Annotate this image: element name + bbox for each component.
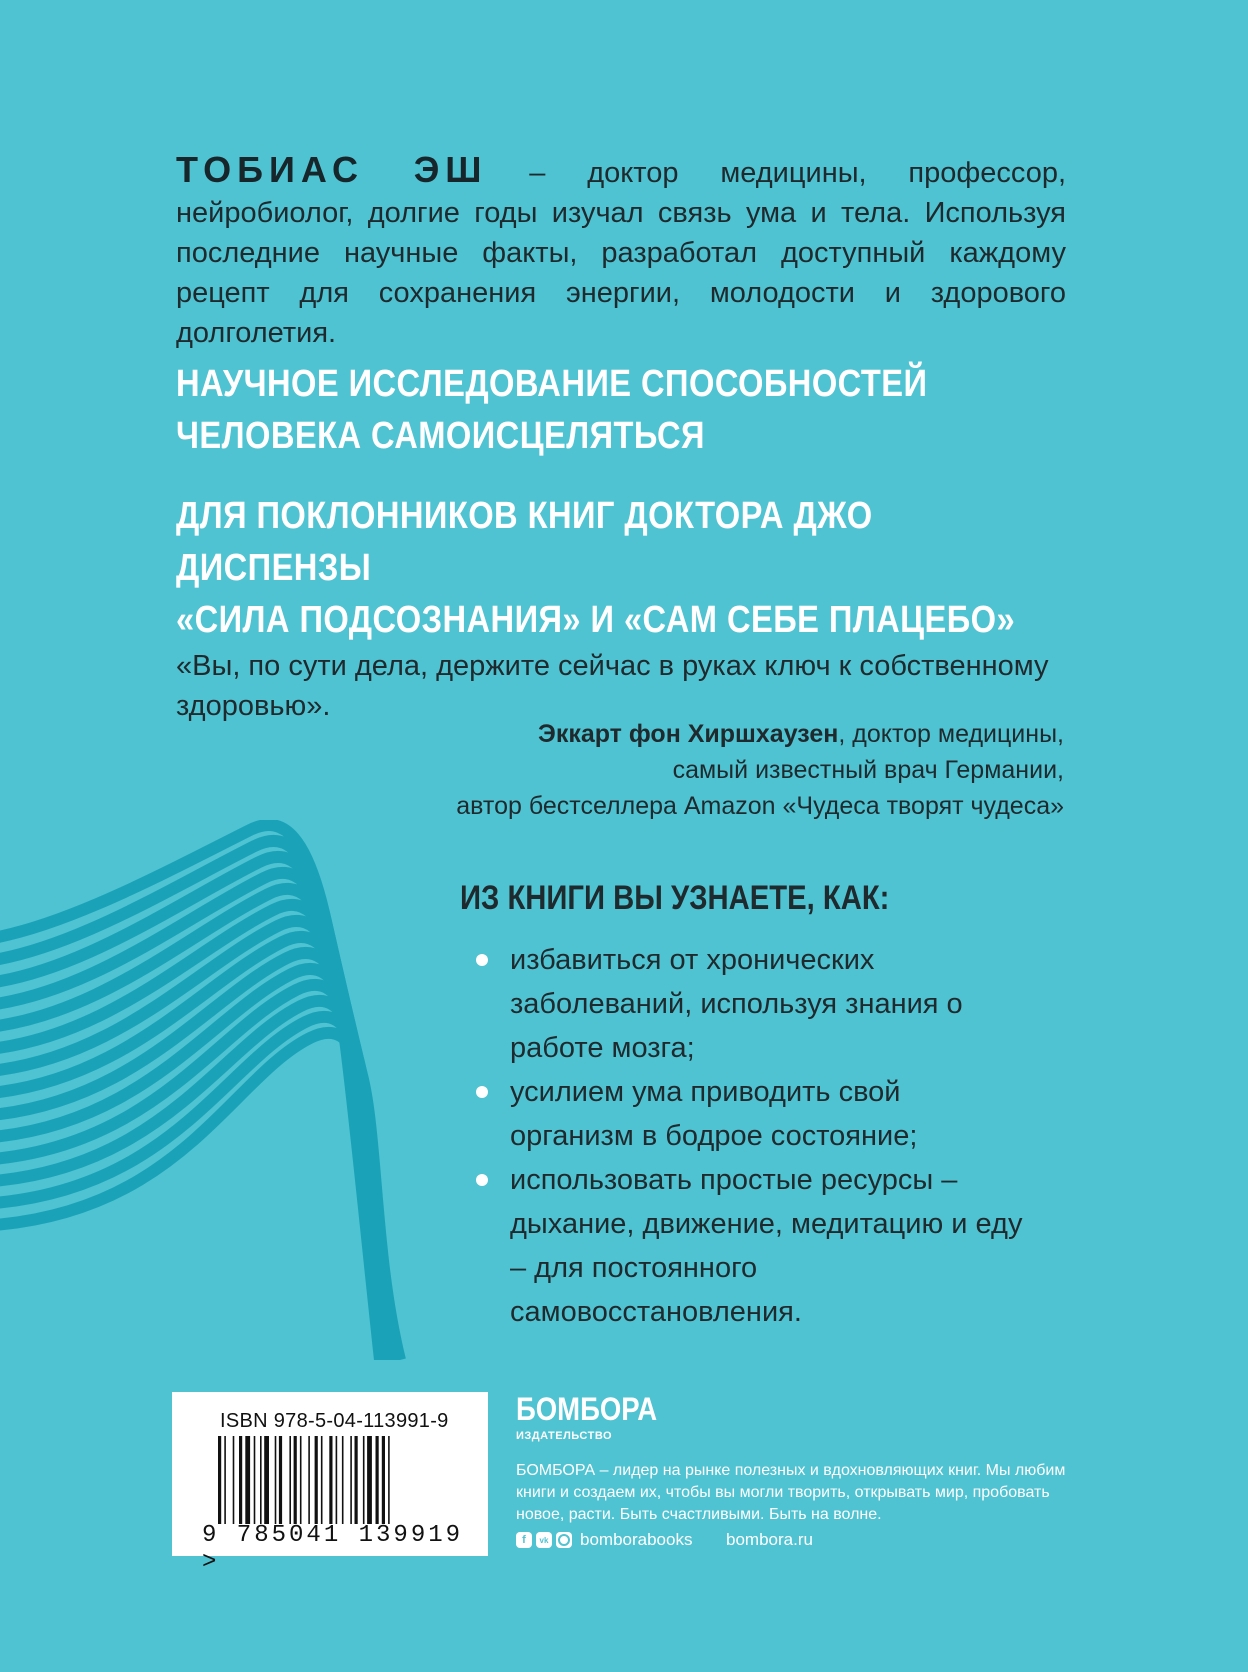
barcode-bar <box>321 1436 323 1524</box>
barcode-bar <box>289 1436 291 1524</box>
publisher-logo: БОМБОРА <box>516 1391 658 1427</box>
barcode-bar <box>279 1436 282 1524</box>
quote-author-name: Эккарт фон Хиршхаузен <box>538 720 839 748</box>
author-bio-text: – доктор медицины, профессор, нейробиолог, долгие годы изучал связь ума и тела. Используя последние научные факты, разработал доступный каждому рецепт для сохранения энергии, молодости и здорового долголетия. <box>176 157 1067 349</box>
author-bio <box>176 150 1066 353</box>
social-links <box>516 1530 692 1550</box>
barcode-bar <box>376 1436 379 1524</box>
barcode-bar <box>224 1436 226 1524</box>
author-name: ТОБИАС ЭШ <box>176 149 488 190</box>
barcode-bar <box>254 1436 256 1524</box>
list-item <box>470 938 1030 1070</box>
instagram-icon[interactable] <box>556 1532 572 1548</box>
vk-icon[interactable]: vk <box>536 1532 552 1548</box>
barcode-bar <box>294 1436 297 1524</box>
bullet-dot-icon <box>476 1086 488 1098</box>
publisher-website-link[interactable]: bombora.ru <box>726 1530 813 1549</box>
barcode-bar <box>239 1436 242 1524</box>
list-item-text: избавиться от хронических заболеваний, используя знания о работе мозга; <box>510 944 963 1064</box>
barcode-bar <box>382 1436 385 1524</box>
publisher-logo-subtitle: ИЗДАТЕЛЬСТВО <box>516 1430 613 1442</box>
wave-pattern-graphic <box>0 820 420 1360</box>
isbn-label: ISBN 978-5-04-113991-9 <box>220 1410 449 1432</box>
list-item-text: использовать простые ресурсы – дыхание, движение, медитацию и еду – для постоянного самовосстановления. <box>510 1164 1023 1328</box>
barcode-bar <box>300 1436 302 1524</box>
quote-attribution <box>364 716 1064 824</box>
barcode-bar <box>264 1436 269 1524</box>
list-item <box>470 1158 1030 1334</box>
list-item-text: усилием ума приводить свой организм в бодрое состояние; <box>510 1076 918 1152</box>
barcode-bar <box>233 1436 235 1524</box>
barcode-bar <box>367 1436 372 1524</box>
barcode-bar <box>315 1436 318 1524</box>
headline-fans-line1: ДЛЯ ПОКЛОННИКОВ КНИГ ДОКТОРА ДЖО ДИСПЕНЗЫ <box>176 495 873 589</box>
barcode-bar <box>260 1436 262 1524</box>
headline-research <box>176 358 950 462</box>
barcode-bar <box>388 1436 390 1524</box>
barcode-box <box>172 1392 488 1576</box>
publisher-description: БОМБОРА – лидер на рынке полезных и вдохновляющих книг. Мы любим книги и создаем их, чтобы вы могли творить, открывать мир, пробовать новое, расти. Быть счастливыми. Быть на волне. <box>516 1462 1066 1523</box>
barcode-bar <box>329 1436 332 1524</box>
headline-research-line2: ЧЕЛОВЕКА САМОИСЦЕЛЯТЬСЯ <box>176 415 705 457</box>
barcode-bar <box>342 1436 344 1524</box>
quote-author-role-3: автор бестселлера Amazon «Чудеса творят чудеса» <box>456 792 1064 820</box>
headline-research-line1: НАУЧНОЕ ИССЛЕДОВАНИЕ СПОСОБНОСТЕЙ <box>176 363 928 405</box>
barcode-bar <box>275 1436 277 1524</box>
facebook-icon[interactable]: f <box>516 1532 532 1548</box>
list-item <box>470 1070 1030 1158</box>
social-handle[interactable]: bomborabooks <box>580 1530 693 1549</box>
barcode-digits: 9 785041 139919 > <box>202 1522 464 1576</box>
barcode-bar <box>355 1436 358 1524</box>
barcode-bar <box>350 1436 352 1524</box>
learn-bullet-list <box>470 938 1030 1334</box>
barcode-bar <box>336 1436 338 1524</box>
headline-fans <box>176 490 1036 646</box>
barcode-bar <box>245 1436 250 1524</box>
barcode-bar <box>218 1436 221 1524</box>
bullet-dot-icon <box>476 1174 488 1186</box>
quote-author-role: , доктор медицины, <box>838 720 1064 748</box>
barcode-bar <box>363 1436 365 1524</box>
bullet-dot-icon <box>476 954 488 966</box>
learn-section-title: ИЗ КНИГИ ВЫ УЗНАЕТЕ, КАК: <box>460 879 890 917</box>
review-quote: «Вы, по сути дела, держите сейчас в руках ключ к собственному здоровью». <box>176 650 1049 722</box>
barcode-graphic <box>218 1436 444 1524</box>
headline-fans-line2: «СИЛА ПОДСОЗНАНИЯ» И «САМ СЕБЕ ПЛАЦЕБО» <box>176 599 1016 641</box>
quote-author-role-2: самый известный врач Германии, <box>672 756 1064 784</box>
barcode-bar <box>308 1436 310 1524</box>
